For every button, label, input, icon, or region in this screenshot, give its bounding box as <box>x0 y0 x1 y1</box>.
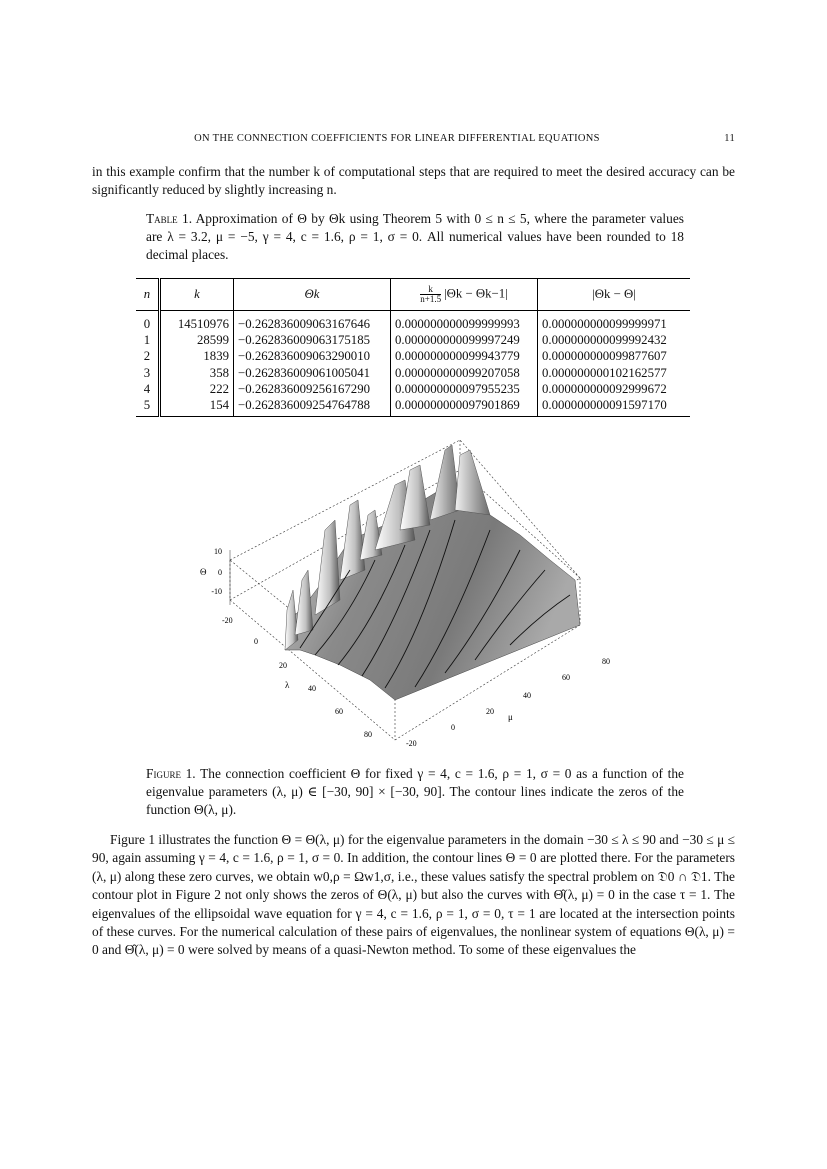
lambda-tick: 0 <box>254 637 258 646</box>
cell-diff-exact: 0.000000000099999971 <box>542 317 667 331</box>
cell-theta-k: −0.262836009256167290 <box>234 381 391 397</box>
col-n: n <box>136 279 160 311</box>
cell-theta-k: −0.262836009063290010 <box>234 348 391 364</box>
table-row <box>136 365 690 381</box>
cell-diff-prev: 0.000000000099207058 <box>391 365 538 381</box>
cell-k: 154 <box>160 397 234 417</box>
mu-axis-label: μ <box>508 712 513 722</box>
table-header-row <box>136 279 690 311</box>
cell-n: 2 <box>136 348 160 364</box>
cell-k: 222 <box>160 381 234 397</box>
body-text: Figure 1 illustrates the function Θ = Θ(λ, μ) for the eigenvalue parameters in the domain −30 ≤ λ ≤ 90 and −30 ≤ μ ≤ 90, again assuming γ = 4, c = 1.6, ρ = 1, σ = 0. In addition, the contour lines Θ = 0 are plotted there. For the parameters (λ, μ) along these zero curves, we obtain w0,ρ = Ωw1,σ, i.e., these values satisfy the spectral problem on 𝔇0 ∩ 𝔇1. The contour plot in Figure 2 not only shows the zeros of Θ(λ, μ) but also the curves with Θ̂(λ, μ) = 0 in the case τ = 1. The eigenvalues of the ellipsoidal wave equation for γ = 4, c = 1.6, ρ = 1, σ = 0, τ = 1 are located at the intersection points of these curves. For the numerical calculation of these pairs of eigenvalues, the nonlinear system of equations Θ(λ, μ) = 0 and Θ̂(λ, μ) = 0 were solved by means of a quasi-Newton method. To some of these eigenvalues the <box>92 832 735 958</box>
cell-k: 358 <box>160 365 234 381</box>
z-tick: 0 <box>218 568 222 577</box>
cell-n: 0 <box>136 311 160 333</box>
cell-diff-exact: 0.000000000091597170 <box>542 398 667 413</box>
cell-diff-prev: 0.000000000099999993 <box>391 311 538 333</box>
z-axis-label: Θ <box>200 567 207 577</box>
lambda-tick: 20 <box>279 661 287 670</box>
intro-text: in this example confirm that the number k of computational steps that are required to meet the desired accuracy can be significantly reduced by slightly increasing n. <box>92 164 735 198</box>
cell-k: 1839 <box>160 348 234 364</box>
mu-tick: 20 <box>486 707 494 716</box>
lambda-tick: 80 <box>364 730 372 739</box>
frac-denominator: n+1.5 <box>420 294 442 304</box>
z-tick: -10 <box>211 587 222 596</box>
table-caption <box>146 210 684 264</box>
page-number: 11 <box>724 133 735 144</box>
table-row <box>136 348 690 364</box>
cell-diff-exact: 0.000000000092999672 <box>542 381 667 396</box>
figure-caption-text: The connection coefficient Θ for fixed γ = 4, c = 1.6, ρ = 1, σ = 0 as a function of the eigenvalue parameters (λ, μ) ∈ [−30, 90] × [−30, 90]. The contour lines indicate the zeros of the function Θ(λ, μ). <box>146 766 684 817</box>
cell-theta-k: −0.262836009063167646 <box>234 311 391 333</box>
results-table <box>136 278 690 417</box>
cell-diff-exact: 0.000000000099992432 <box>542 333 667 348</box>
lambda-tick: 60 <box>335 707 343 716</box>
fraction <box>420 285 441 304</box>
lambda-tick: 40 <box>308 684 316 693</box>
table-caption-label: Table 1. <box>146 211 193 226</box>
cell-k: 28599 <box>160 332 234 348</box>
cell-theta-k: −0.262836009061005041 <box>234 365 391 381</box>
cell-n: 3 <box>136 365 160 381</box>
cell-diff-prev: 0.000000000097901869 <box>391 397 538 417</box>
lambda-axis-label: λ <box>285 680 290 690</box>
diff-prev-label: |Θk − Θk−1| <box>444 286 508 301</box>
table-row <box>136 311 690 333</box>
surface-plot <box>190 410 640 755</box>
header-title: ON THE CONNECTION COEFFICIENTS FOR LINEAR DIFFERENTIAL EQUATIONS <box>194 133 600 144</box>
cell-n: 1 <box>136 332 160 348</box>
body-paragraph <box>92 831 735 960</box>
mu-tick: 80 <box>602 657 610 666</box>
frac-numerator: k <box>420 285 441 295</box>
col-k: k <box>160 279 234 311</box>
z-tick: 10 <box>214 547 222 556</box>
mu-tick: 0 <box>451 723 455 732</box>
table-caption-text: Approximation of Θ by Θk using Theorem 5 with 0 ≤ n ≤ 5, where the parameter values are λ = 3.2, μ = −5, γ = 4, c = 1.6, ρ = 1, σ = 0. All numerical values have been rounded to 18 decimal places. <box>146 211 685 262</box>
cell-diff-exact: 0.000000000102162577 <box>542 365 667 380</box>
cell-theta-k: −0.262836009063175185 <box>234 332 391 348</box>
cell-n: 4 <box>136 381 160 397</box>
col-diff-prev <box>391 279 538 311</box>
z-axis <box>200 547 230 605</box>
cell-n: 5 <box>136 397 160 417</box>
col-theta-k: Θk <box>234 279 391 311</box>
mu-tick: -20 <box>406 739 417 748</box>
cell-diff-prev: 0.000000000099997249 <box>391 332 538 348</box>
cell-diff-prev: 0.000000000097955235 <box>391 381 538 397</box>
table-row <box>136 332 690 348</box>
lambda-tick: -20 <box>222 616 233 625</box>
mu-tick: 60 <box>562 673 570 682</box>
surface-plot-figure <box>190 410 640 755</box>
figure-caption-label: Figure 1. <box>146 766 196 781</box>
mu-tick: 40 <box>523 691 531 700</box>
intro-paragraph <box>92 163 735 200</box>
cell-diff-prev: 0.000000000099943779 <box>391 348 538 364</box>
cell-k: 14510976 <box>160 311 234 333</box>
cell-diff-exact: 0.000000000099877607 <box>542 349 667 364</box>
col-diff-exact: |Θk − Θ| <box>538 279 691 311</box>
table-row <box>136 381 690 397</box>
cell-theta-k: −0.262836009254764788 <box>234 397 391 417</box>
figure-caption <box>146 765 684 819</box>
